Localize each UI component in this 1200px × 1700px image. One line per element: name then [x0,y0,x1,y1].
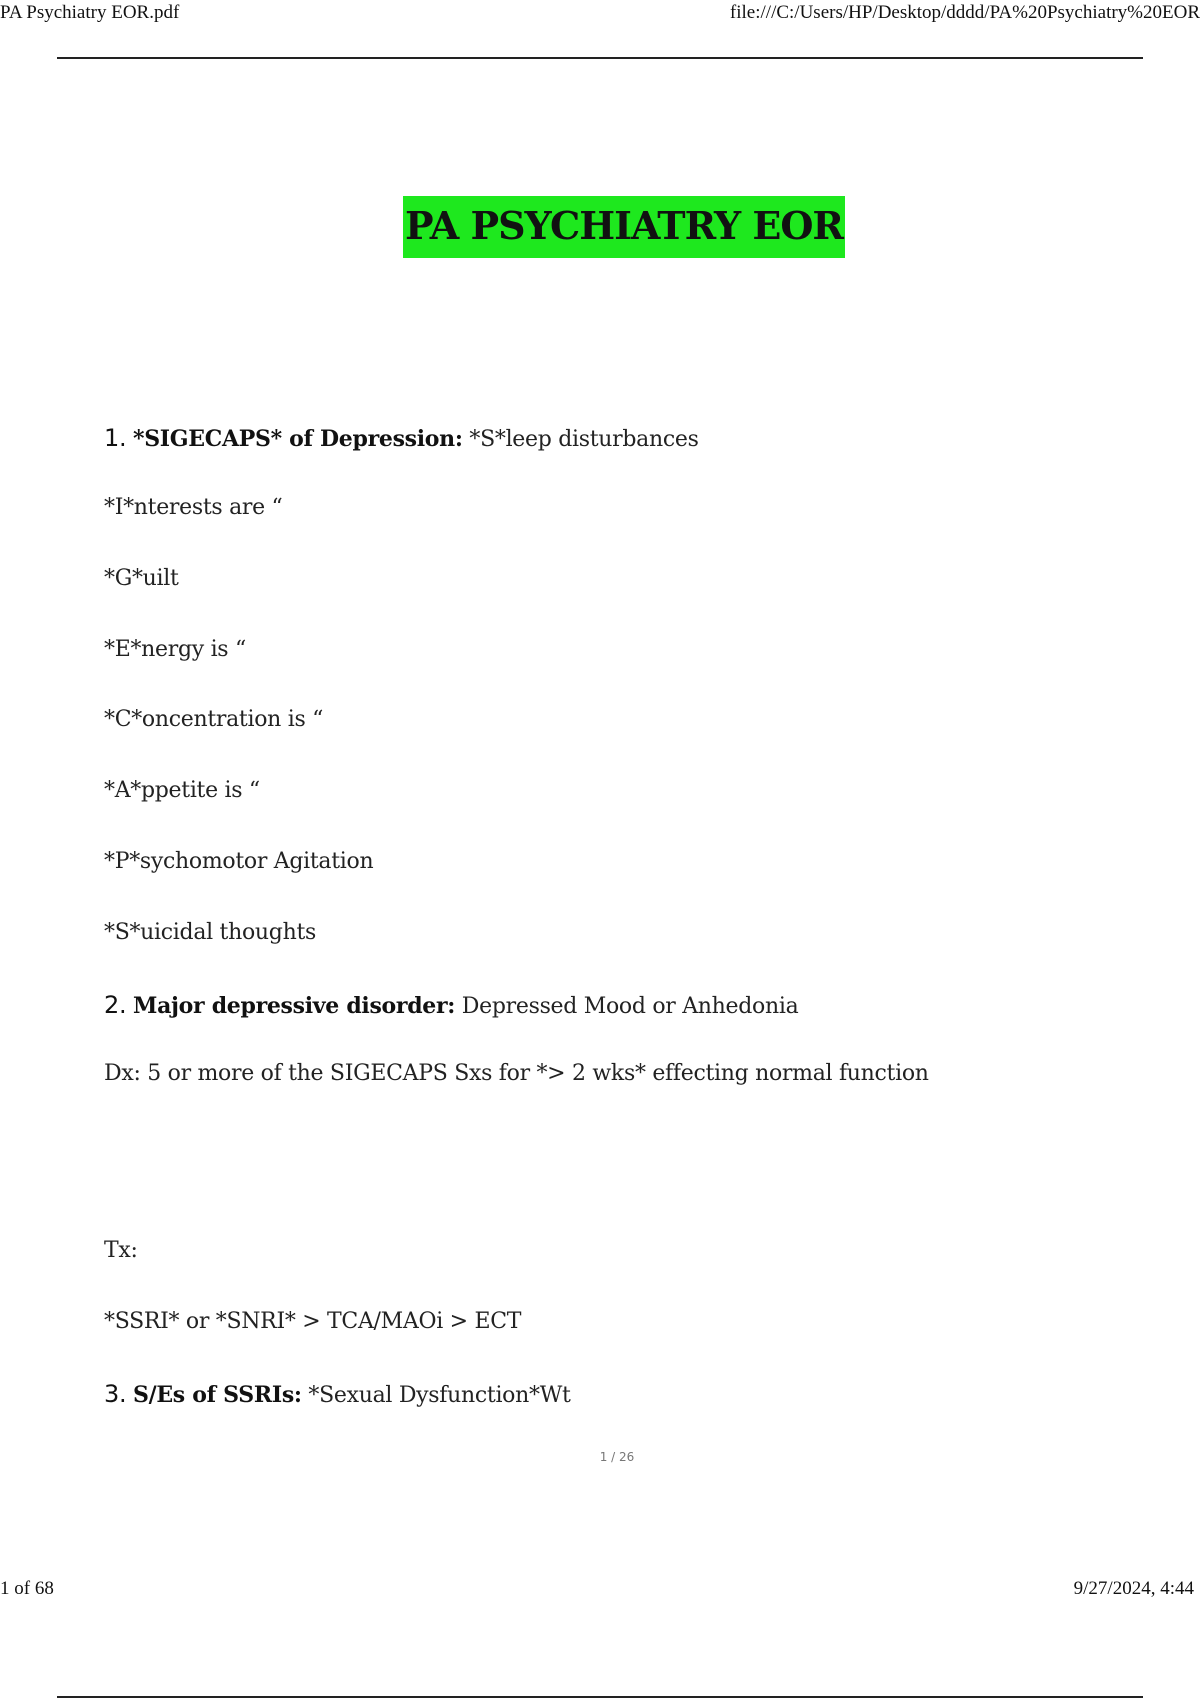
document-title-container [0,196,1200,258]
list-item-mdd [104,991,798,1019]
list-item-treatment: *SSRI* or *SNRI* > TCA/MAOi > ECT [104,1309,522,1334]
item-text: *S*leep disturbances [462,427,699,452]
item-text: *Sexual Dysfunction*Wt [301,1383,571,1408]
list-item: *I*nterests are “ [104,495,283,520]
list-item: *A*ppetite is “ [104,778,260,803]
footer-rule [57,1696,1143,1698]
print-footer-datetime: 9/27/2024, 4:44 [1073,1578,1194,1599]
item-text: Depressed Mood or Anhedonia [455,994,799,1019]
header-rule [57,57,1143,59]
list-item-diagnosis: Dx: 5 or more of the SIGECAPS Sxs for *> 2 wks* effecting normal function [104,1061,929,1086]
item-label: S/Es of SSRIs: [133,1382,302,1408]
list-item: *S*uicidal thoughts [104,920,316,945]
document-title: PA PSYCHIATRY EOR [403,196,845,258]
list-item: *P*sychomotor Agitation [104,849,374,874]
list-item-ssri-side-effects [104,1380,571,1408]
item-number: 2. [104,991,127,1019]
page-indicator: 1 / 26 [599,1450,635,1464]
list-item-treatment-label: Tx: [104,1238,138,1263]
item-label: Major depressive disorder: [133,993,456,1019]
item-number: 1. [104,424,127,452]
list-item-sigecaps [104,424,699,452]
item-number: 3. [104,1380,127,1408]
list-item: *E*nergy is “ [104,637,246,662]
list-item: *C*oncentration is “ [104,707,324,732]
print-header-url: file:///C:/Users/HP/Desktop/dddd/PA%20Psychiatry%20EOR [729,2,1200,23]
print-footer-page: 1 of 68 [0,1578,54,1599]
print-header-title: PA Psychiatry EOR.pdf [0,2,180,23]
list-item: *G*uilt [104,566,179,591]
item-label: *SIGECAPS* of Depression: [133,426,463,452]
